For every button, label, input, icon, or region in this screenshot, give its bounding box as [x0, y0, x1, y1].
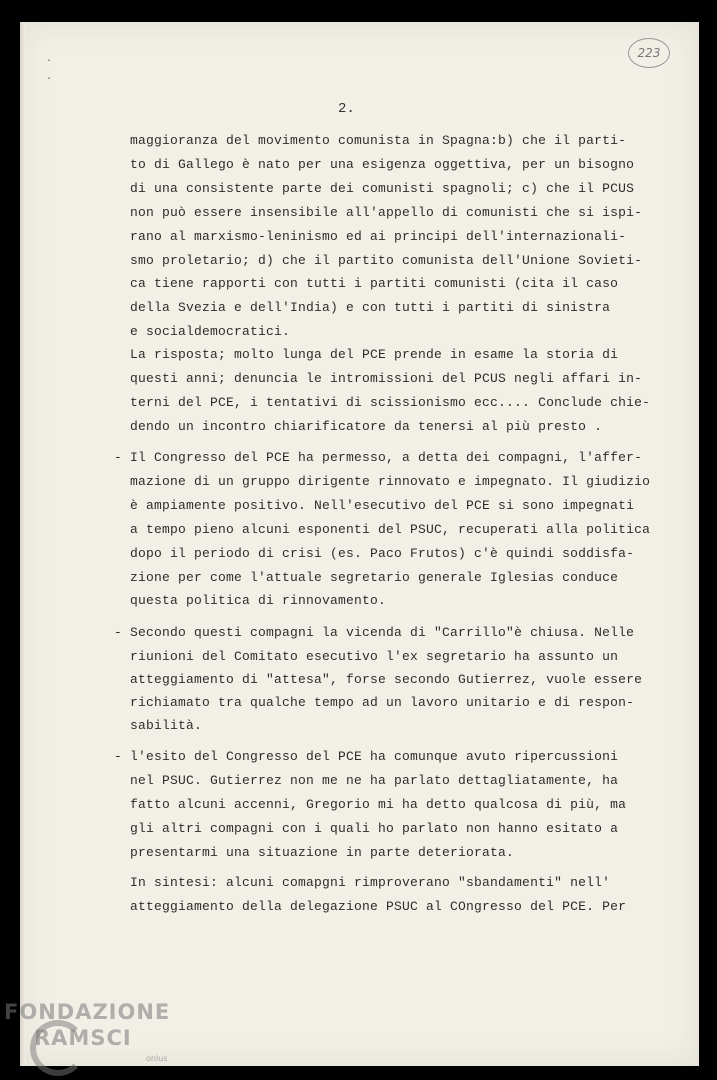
text-line: terni del PCE, i tentativi di scissionismo ecc.... Conclude chie-: [130, 395, 651, 410]
text-line: zione per come l'attuale segretario generale Iglesias conduce: [130, 570, 619, 585]
text-line: nel PSUC. Gutierrez non me ne ha parlato dettagliatamente, ha: [130, 773, 619, 788]
watermark-line3: onlus: [146, 1054, 168, 1063]
fondazione-gramsci-watermark: [4, 1000, 184, 1076]
margin-mark: ·: [46, 74, 53, 85]
text-line: fatto alcuni accenni, Gregorio mi ha detto qualcosa di più, ma: [130, 797, 627, 812]
archive-stamp: 223: [628, 38, 670, 68]
text-line: questi anni; denuncia le intromissioni del PCUS negli affari in-: [130, 371, 643, 386]
text-line: gli altri compagni con i quali ho parlato non hanno esitato a: [130, 821, 619, 836]
text-line: questa politica di rinnovamento.: [130, 593, 387, 608]
text-line: atteggiamento della delegazione PSUC al COngresso del PCE. Per: [130, 899, 627, 914]
margin-mark: ·: [46, 56, 53, 67]
bullet-line: - Secondo questi compagni la vicenda di "Carrillo"è chiusa. Nelle: [114, 625, 635, 640]
watermark-line2: RAMSCI: [34, 1026, 132, 1050]
text-line: sabilità.: [130, 718, 203, 733]
text-line: atteggiamento di "attesa", forse secondo Gutierrez, vuole essere: [130, 672, 643, 687]
text-line: presentarmi una situazione in parte deteriorata.: [130, 845, 515, 860]
text-line: non può essere insensibile all'appello di comunisti che si ispi-: [130, 205, 643, 220]
text-line: a tempo pieno alcuni esponenti del PSUC, recuperati alla politica: [130, 522, 651, 537]
text-line: riunioni del Comitato esecutivo l'ex segretario ha assunto un: [130, 649, 619, 664]
text-line: La risposta; molto lunga del PCE prende in esame la storia di: [130, 347, 619, 362]
text-line: di una consistente parte dei comunisti spagnoli; c) che il PCUS: [130, 181, 635, 196]
watermark-line1: FONDAZIONE: [4, 1000, 171, 1024]
text-line: della Svezia e dell'India) e con tutti i partiti di sinistra: [130, 300, 611, 315]
text-line: richiamato tra qualche tempo ad un lavoro unitario e di respon-: [130, 695, 635, 710]
text-line: mazione di un gruppo dirigente rinnovato e impegnato. Il giudizio: [130, 474, 651, 489]
bullet-line: - Il Congresso del PCE ha permesso, a detta dei compagni, l'affer-: [114, 450, 643, 465]
text-line: maggioranza del movimento comunista in Spagna:b) che il parti-: [130, 133, 627, 148]
text-line: ca tiene rapporti con tutti i partiti comunisti (cita il caso: [130, 276, 619, 291]
page-number: 2.: [338, 101, 355, 117]
page-edge: [20, 22, 26, 1066]
text-line: to di Gallego è nato per una esigenza oggettiva, per un bisogno: [130, 157, 635, 172]
text-line: In sintesi: alcuni comapgni rimproverano "sbandamenti" nell': [130, 875, 611, 890]
text-line: dendo un incontro chiarificatore da tenersi al più presto .: [130, 419, 603, 434]
text-line: smo proletario; d) che il partito comunista dell'Unione Sovieti-: [130, 253, 643, 268]
text-line: e socialdemocratici.: [130, 324, 291, 339]
document-page: [20, 22, 699, 1066]
text-line: rano al marxismo-leninismo ed ai principi dell'internazionali-: [130, 229, 627, 244]
text-line: dopo il periodo di crisi (es. Paco Frutos) c'è quindi soddisfa-: [130, 546, 635, 561]
text-line: è ampiamente positivo. Nell'esecutivo del PCE si sono impegnati: [130, 498, 635, 513]
bullet-line: - l'esito del Congresso del PCE ha comunque avuto ripercussioni: [114, 749, 619, 764]
